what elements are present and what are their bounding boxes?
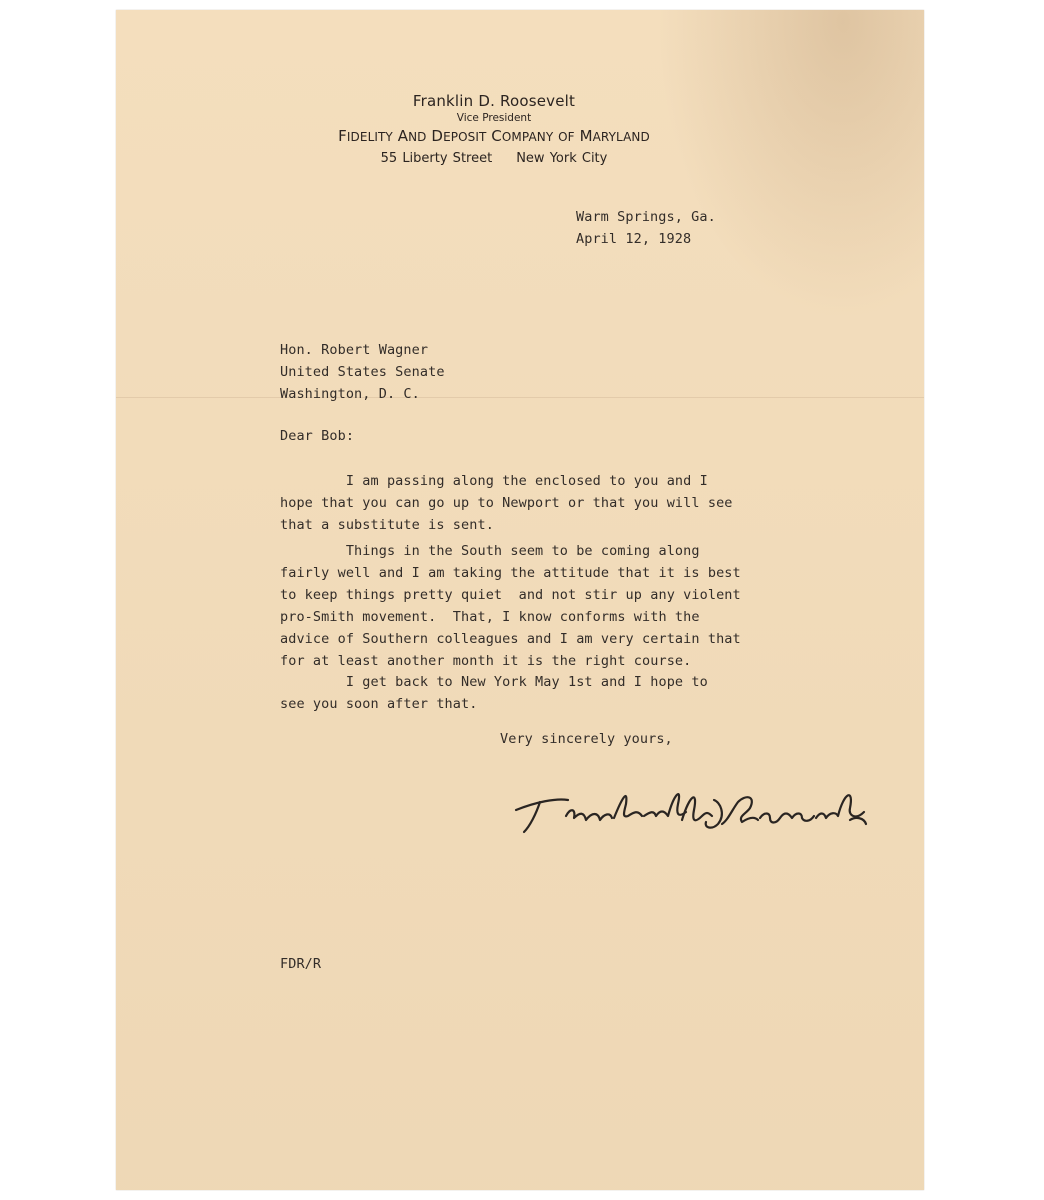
address-city: New York City bbox=[516, 151, 608, 166]
recipient-line: Hon. Robert Wagner bbox=[280, 342, 429, 358]
letterhead-company bbox=[64, 127, 924, 145]
body-line: pro-Smith movement. That, I know conforms with the bbox=[280, 609, 700, 625]
paper-fold-line bbox=[116, 397, 924, 398]
signature-image bbox=[506, 780, 896, 840]
body-line: see you soon after that. bbox=[280, 696, 478, 712]
letterhead-address bbox=[64, 151, 924, 166]
body-line: I am passing along the enclosed to you and I bbox=[280, 473, 708, 489]
body-paragraph-1 bbox=[280, 470, 733, 536]
letterhead bbox=[116, 92, 924, 166]
body-line: I get back to New York May 1st and I hope to bbox=[280, 674, 708, 690]
company-of: OF bbox=[558, 130, 575, 144]
company-main: FIDELITY AND DEPOSIT COMPANY bbox=[338, 127, 554, 145]
reference-initials: FDR/R bbox=[280, 956, 322, 972]
recipient-line: United States Senate bbox=[280, 364, 445, 380]
body-paragraph-2 bbox=[280, 540, 741, 672]
body-paragraph-3 bbox=[280, 671, 708, 715]
company-state: MARYLAND bbox=[579, 127, 650, 145]
body-line: fairly well and I am taking the attitude that it is best bbox=[280, 565, 741, 581]
letterhead-name: Franklin D. Roosevelt bbox=[412, 92, 576, 110]
place: Warm Springs, Ga. bbox=[576, 209, 716, 225]
body-line: Things in the South seem to be coming along bbox=[280, 543, 700, 559]
address-street: 55 Liberty Street bbox=[380, 151, 493, 166]
place-and-date bbox=[576, 206, 716, 250]
body-line: to keep things pretty quiet and not stir up any violent bbox=[280, 587, 741, 603]
body-line: that a substitute is sent. bbox=[280, 517, 494, 533]
date: April 12, 1928 bbox=[576, 231, 692, 247]
recipient-address bbox=[280, 339, 445, 405]
body-line: hope that you can go up to Newport or that you will see bbox=[280, 495, 733, 511]
letterhead-title: Vice President bbox=[456, 112, 532, 124]
salutation: Dear Bob: bbox=[280, 428, 355, 444]
closing: Very sincerely yours, bbox=[500, 731, 673, 747]
body-line: advice of Southern colleagues and I am very certain that bbox=[280, 631, 741, 647]
body-line: for at least another month it is the right course. bbox=[280, 653, 692, 669]
recipient-line: Washington, D. C. bbox=[280, 386, 420, 402]
letter-paper bbox=[116, 10, 924, 1190]
